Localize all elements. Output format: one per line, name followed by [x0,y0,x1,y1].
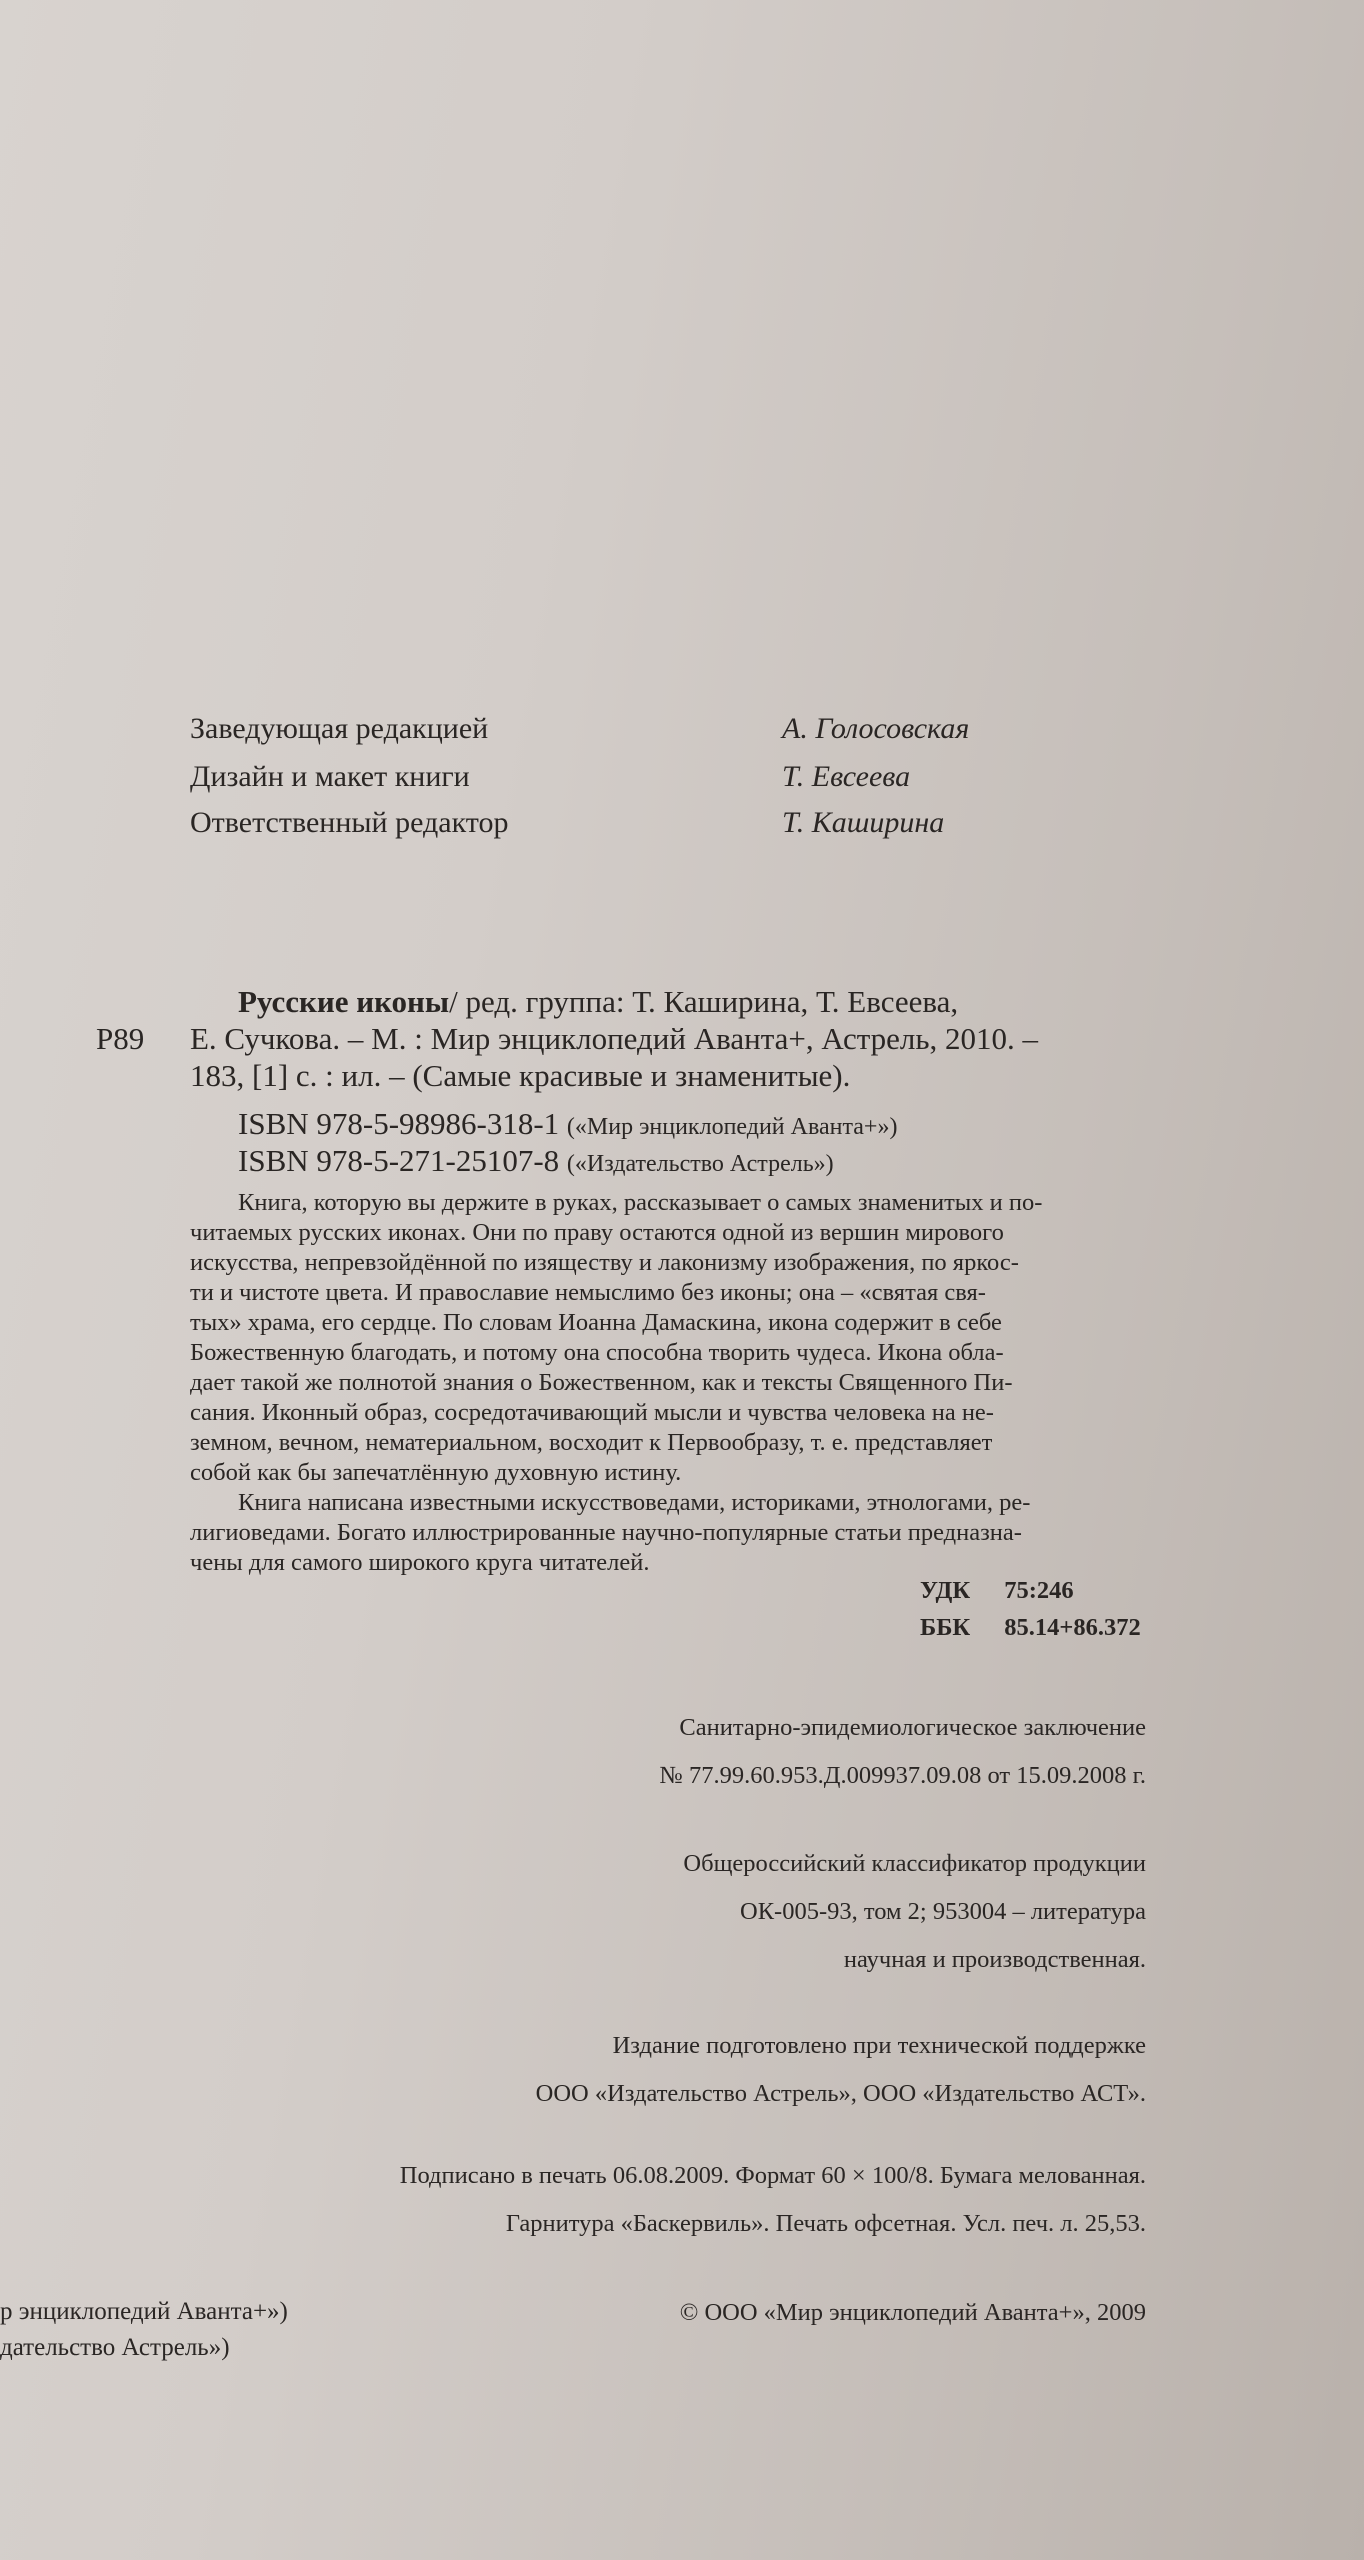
copyright: © ООО «Мир энциклопедий Аванта+», 2009 [679,2299,1146,2326]
catalog-line-3: 183, [1] с. : ил. – (Самые красивые и знаменитые). [190,1058,851,1093]
isbn-1-publisher: («Мир энциклопедий Аванта+») [566,1114,898,1140]
annotation [190,1188,1150,1578]
support-line: ООО «Издательство Астрель», ООО «Издательство АСТ». [535,2080,1146,2107]
credit-name-3: Т. Каширина [782,806,945,839]
print-info [400,2152,1146,2248]
classifier-line: ОК-005-93, том 2; 953004 – литература [740,1898,1146,1925]
annotation-line: искусства, непревзойдённой по изяществу и лаконизму изображения, по яркос- [190,1249,1019,1276]
udk-value: 75:246 [1004,1577,1074,1604]
annotation-line: Книга, которую вы держите в руках, рассказывает о самых знаменитых и по- [238,1189,1043,1216]
annotation-line: Божественную благодать, и потому она способна творить чудеса. Икона обла- [190,1339,1004,1366]
bbk-label: ББК [920,1614,971,1641]
credit-role-1: Заведующая редакцией [190,712,489,745]
bbk [920,1613,1141,1643]
annotation-line: сания. Иконный образ, сосредотачивающий мысли и чувства человека на не- [190,1399,994,1426]
annotation-line: Книга написана известными искусствоведами, историками, этнологами, ре- [238,1489,1031,1516]
credit-name-2: Т. Евсеева [782,760,911,793]
catalog-editors: / ред. группа: Т. Каширина, Т. Евсеева, [449,984,959,1019]
isbn-2 [238,1143,834,1179]
product-classifier [683,1840,1146,1984]
annotation-line: лигиоведами. Богато иллюстрированные научно-популярные статьи предназна- [190,1519,1022,1546]
classifier-line: научная и производственная. [843,1946,1146,1973]
udk [920,1576,1074,1606]
annotation-line: чены для самого широкого круга читателей. [190,1549,650,1576]
credit-role-3: Ответственный редактор [190,806,509,839]
annotation-line: ти и чистоте цвета. И православие немыслимо без иконы; она – «святая свя- [190,1279,986,1306]
annotation-line: земном, вечном, нематериальном, восходит к Первообразу, т. е. представляет [190,1429,993,1456]
credit-role-2: Дизайн и макет книги [190,760,470,793]
cut-off-line: дательство Астрель») [0,2334,230,2361]
isbn-1-number: ISBN 978-5-98986-318-1 [238,1106,560,1141]
isbn-2-publisher: («Издательство Астрель») [566,1151,834,1177]
cut-off-line: р энциклопедий Аванта+») [0,2298,288,2325]
annotation-line: собой как бы запечатлённую духовную истину. [190,1459,682,1486]
sanitary-line: Санитарно-эпидемиологическое заключение [679,1714,1146,1741]
classifier-line: Общероссийский классификатор продукции [683,1850,1146,1877]
print-line: Подписано в печать 06.08.2009. Формат 60 × 100/8. Бумага мелованная. [399,2162,1146,2189]
annotation-line: читаемых русских иконах. Они по праву остаются одной из вершин мирового [190,1219,1004,1246]
udk-label: УДК [920,1577,971,1604]
sanitary-line: № 77.99.60.953.Д.009937.09.08 от 15.09.2008 г. [659,1762,1146,1789]
bbk-value: 85.14+86.372 [1004,1614,1141,1641]
catalog-code: Р89 [96,1021,145,1056]
isbn-2-number: ISBN 978-5-271-25107-8 [238,1143,560,1178]
print-line: Гарнитура «Баскервиль». Печать офсетная. Усл. печ. л. 25,53. [505,2210,1146,2237]
technical-support [536,2022,1146,2118]
catalog-line-2: Е. Сучкова. – М. : Мир энциклопедий Аванта+, Астрель, 2010. – [190,1021,1039,1056]
credit-name-1: А. Голосовская [782,712,970,745]
annotation-line: тых» храма, его сердце. По словам Иоанна Дамаскина, икона содержит в себе [190,1309,1002,1336]
annotation-line: дает такой же полнотой знания о Божественном, как и тексты Священного Пи- [190,1369,1013,1396]
catalog-line-1 [238,984,958,1020]
book-title: Русские иконы [238,984,450,1019]
isbn-1 [238,1106,897,1142]
support-line: Издание подготовлено при технической поддержке [612,2032,1146,2059]
sanitary-conclusion [659,1704,1146,1800]
